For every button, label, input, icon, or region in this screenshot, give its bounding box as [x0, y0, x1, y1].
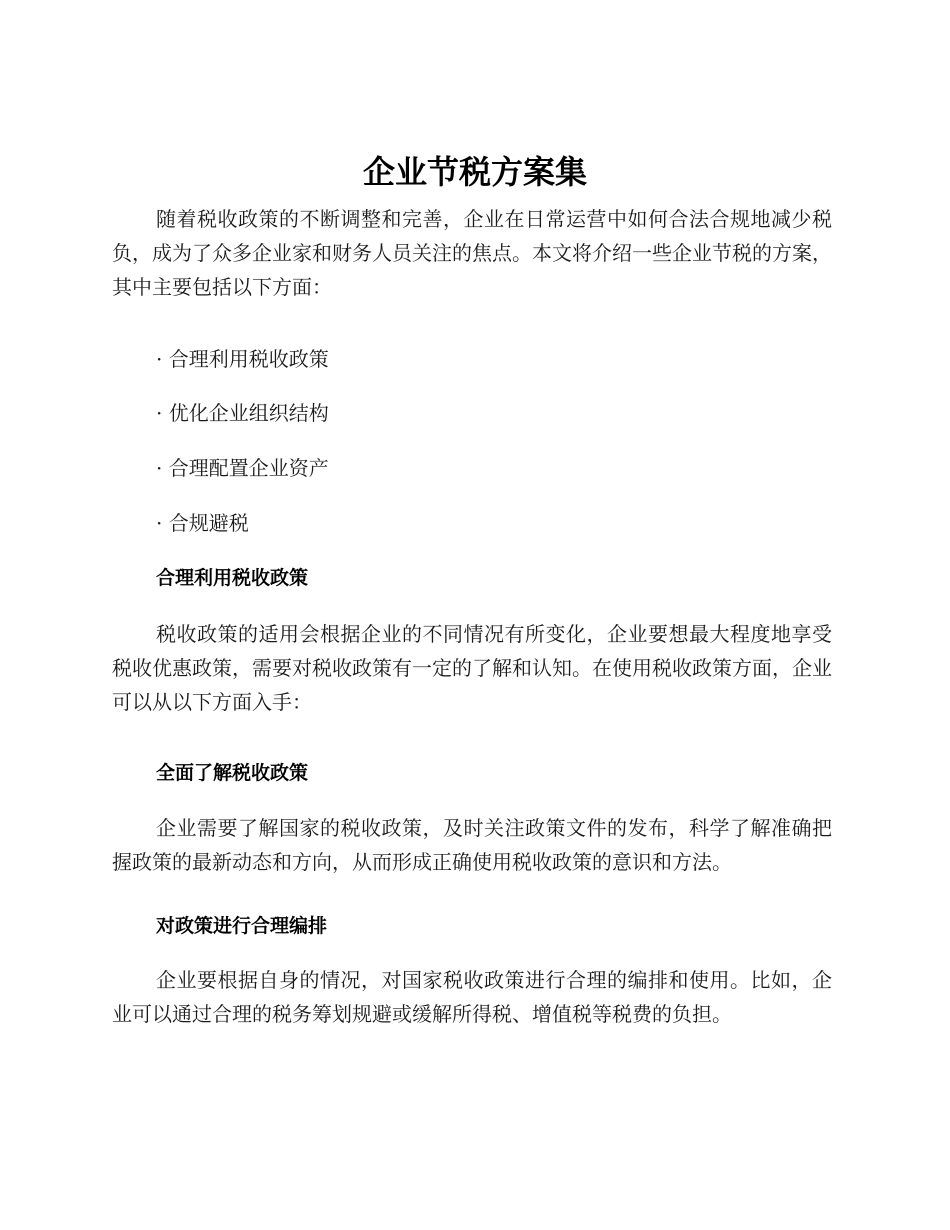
bullet-item: · 合规避税: [156, 511, 249, 535]
intro-paragraph: 随着税收政策的不断调整和完善，企业在日常运营中如何合法合规地减少税负，成为了众多企业家和财务人员关注的焦点。本文将介绍一些企业节税的方案，其中主要包括以下方面：: [112, 207, 832, 299]
page-title: 企业节税方案集: [362, 153, 587, 191]
subsection-paragraph: 企业需要了解国家的税收政策，及时关注政策文件的发布，科学了解准确把握政策的最新动态和方向，从而形成正确使用税收政策的意识和方法。: [112, 816, 832, 874]
bullet-item: · 合理利用税收政策: [156, 347, 329, 371]
bullet-item: · 优化企业组织结构: [156, 401, 329, 425]
subsection-heading: 对政策进行合理编排: [156, 915, 328, 937]
subsection-heading: 全面了解税收政策: [156, 762, 309, 784]
section-heading: 合理利用税收政策: [156, 567, 309, 589]
section-paragraph: 税收政策的适用会根据企业的不同情况有所变化，企业要想最大程度地享受税收优惠政策，需要对税收政策有一定的了解和认知。在使用税收政策方面，企业可以从以下方面入手：: [112, 622, 832, 714]
bullet-item: · 合理配置企业资产: [156, 456, 329, 480]
subsection-paragraph: 企业要根据自身的情况，对国家税收政策进行合理的编排和使用。比如，企业可以通过合理的税务筹划规避或缓解所得税、增值税等税费的负担。: [112, 968, 832, 1026]
